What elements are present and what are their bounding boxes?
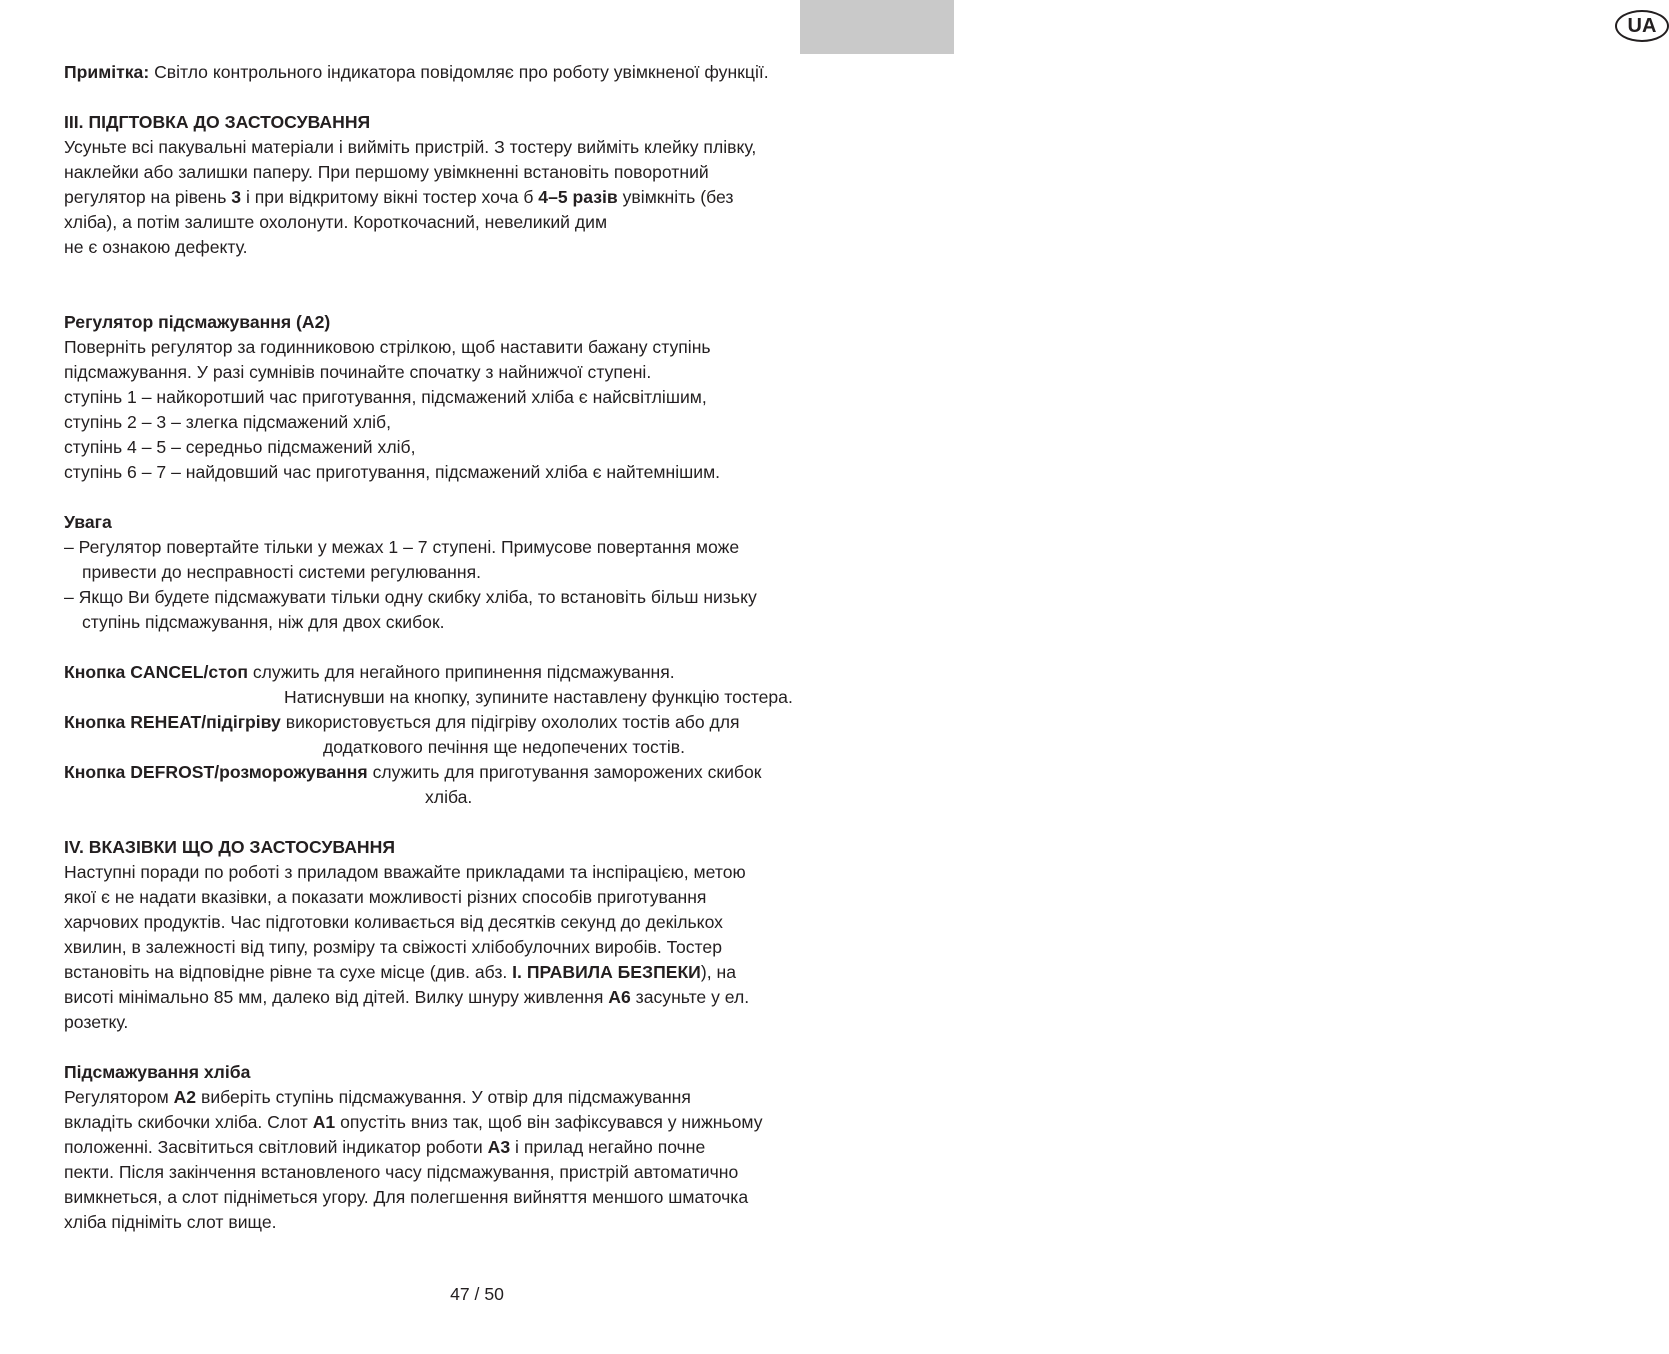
prep-line: наклейки або залишки паперу. При першому увімкненні встановіть поворотний	[64, 162, 709, 182]
cancel-button-description: Кнопка CANCEL/стоп служить для негайного припинення підсмажування.	[64, 662, 675, 682]
regulator-level: ступінь 6 – 7 – найдовший час приготування, підсмажений хліба є найтемнішим.	[64, 462, 721, 482]
cancel-button-label: Кнопка CANCEL/стоп	[64, 662, 248, 682]
usage-line: хвилин, в залежності від типу, розміру та свіжості хлібобулочних виробів. Тостер	[64, 937, 722, 957]
usage-heading: IV. ВКАЗІВКИ ЩО ДО ЗАСТОСУВАННЯ	[64, 837, 395, 857]
prep-line: регулятор на рівень 3 і при відкритому вікні тостер хоча б 4–5 разів увімкніть (без	[64, 187, 734, 207]
warning-item-cont: ступінь підсмажування, ніж для двох скибок.	[82, 612, 445, 632]
language-badge: UA	[1615, 10, 1669, 42]
reheat-button-description: Кнопка REHEAT/підігріву використовується для підігріву охололих тостів або для	[64, 712, 740, 732]
regulator-line: підсмажування. У разі сумнівів починайте спочатку з найнижчої ступені.	[64, 362, 652, 382]
usage-line: розетку.	[64, 1012, 129, 1032]
toasting-line: вкладіть скибочки хліба. Слот A1 опустіть вниз так, щоб він зафіксувався у нижньому	[64, 1112, 763, 1132]
note-text: Світло контрольного індикатора повідомляє про роботу увімкненої функції.	[149, 62, 769, 82]
toasting-line: вимкнеться, а слот підніметься угору. Для полегшення вийняття меншого шматочка	[64, 1187, 749, 1207]
document-body	[64, 60, 894, 1235]
cancel-button-description-cont: Натиснувши на кнопку, зупините наставлену функцію тостера.	[284, 687, 793, 707]
reheat-button-description-cont: додаткового печіння ще недопечених тостів.	[323, 737, 686, 757]
warning-item-cont: привести до несправності системи регулювання.	[82, 562, 481, 582]
regulator-level: ступінь 4 – 5 – середньо підсмажений хліб,	[64, 437, 416, 457]
reheat-button-label: Кнопка REHEAT/підігріву	[64, 712, 281, 732]
prep-heading: III. ПІДГТОВКА ДО ЗАСТОСУВАННЯ	[64, 112, 371, 132]
toasting-line: положенні. Засвітиться світловий індикатор роботи A3 і прилад негайно почне	[64, 1137, 706, 1157]
warning-item: – Регулятор повертайте тільки у межах 1 – 7 ступені. Примусове повертання може	[64, 537, 740, 557]
regulator-level: ступінь 2 – 3 – злегка підсмажений хліб,	[64, 412, 391, 432]
regulator-heading: Регулятор підсмажування (A2)	[64, 312, 331, 332]
defrost-button-description: Кнопка DEFROST/розморожування служить для приготування заморожених скибок	[64, 762, 762, 782]
usage-line: харчових продуктів. Час підготовки коливається від десятків секунд до декількох	[64, 912, 723, 932]
toasting-line: пекти. Після закінчення встановленого часу підсмажування, пристрій автоматично	[64, 1162, 739, 1182]
prep-line: не є ознакою дефекту.	[64, 237, 248, 257]
usage-line: якої є не надати вказівки, а показати можливості різних способів приготування	[64, 887, 707, 907]
page-number: 47 / 50	[450, 1284, 504, 1304]
defrost-button-description-cont: хліба.	[425, 787, 473, 807]
note-label: Примітка:	[64, 62, 150, 82]
prep-line: хліба), а потім залиште охолонути. Короткочасний, невеликий дим	[64, 212, 608, 232]
prep-line: Усуньте всі пакувальні матеріали і вийміть пристрій. З тостеру вийміть клейку плівку,	[64, 137, 757, 157]
toasting-line: хліба підніміть слот вище.	[64, 1212, 277, 1232]
usage-line: висоті мінімально 85 мм, далеко від дітей. Вилку шнуру живлення A6 засуньте у ел.	[64, 987, 750, 1007]
toasting-heading: Підсмажування хліба	[64, 1062, 251, 1082]
toasting-line: Регулятором A2 виберіть ступінь підсмажування. У отвір для підсмажування	[64, 1087, 691, 1107]
usage-line: Наступні поради по роботі з приладом вважайте прикладами та інспірацією, метою	[64, 862, 746, 882]
note-paragraph	[64, 60, 894, 85]
warning-heading: Увага	[64, 512, 112, 532]
defrost-button-label: Кнопка DEFROST/розморожування	[64, 762, 368, 782]
warning-item: – Якщо Ви будете підсмажувати тільки одну скибку хліба, то встановіть більш низьку	[64, 587, 757, 607]
language-tab	[800, 0, 1657, 54]
usage-line: встановіть на відповідне рівне та сухе місце (див. абз. I. ПРАВИЛА БЕЗПЕКИ), на	[64, 962, 736, 982]
regulator-level: ступінь 1 – найкоротший час приготування, підсмажений хліба є найсвітлішим,	[64, 387, 707, 407]
regulator-line: Поверніть регулятор за годинниковою стрілкою, щоб наставити бажану ступінь	[64, 337, 711, 357]
